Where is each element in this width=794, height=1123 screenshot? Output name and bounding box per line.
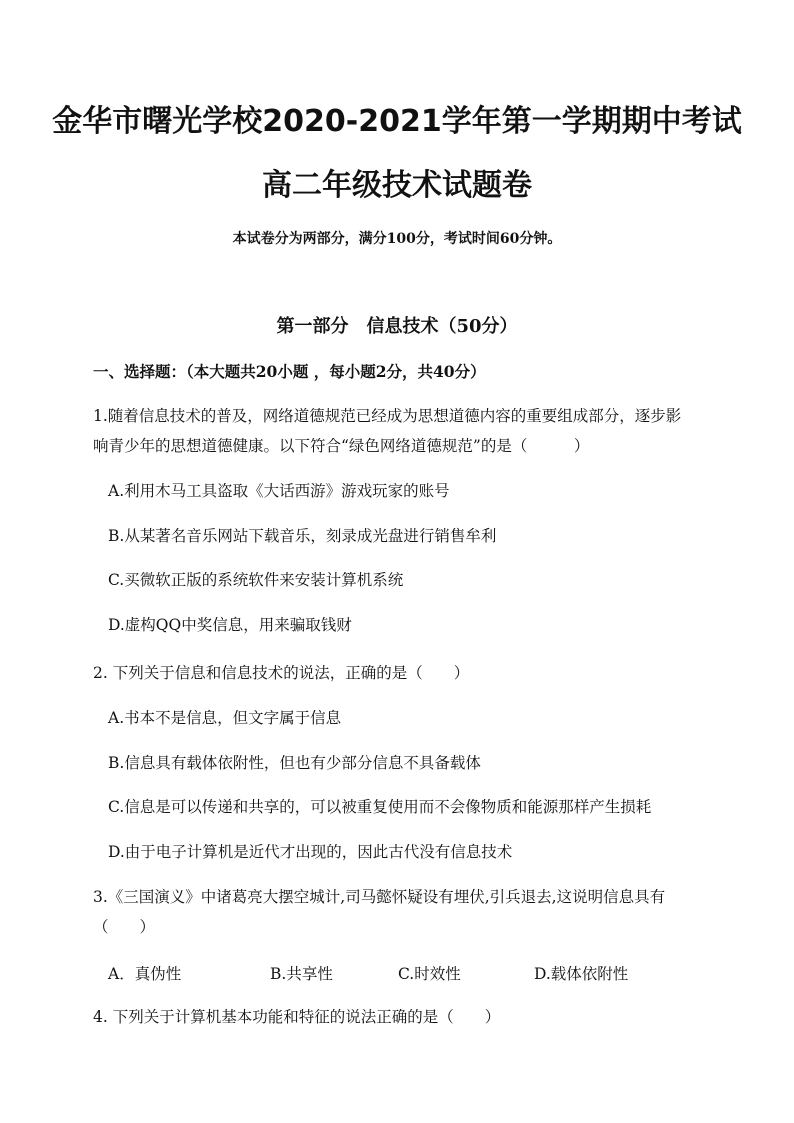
question-3-stem-line2: （ ） (93, 918, 156, 936)
question-1-stem-line2: 响青少年的思想道德健康。以下符合“绿色网络道德规范”的是（ ） (93, 437, 590, 455)
part-heading: 第一部分 信息技术（50分） (276, 316, 518, 337)
question-4-stem: 4. 下列关于计算机基本功能和特征的说法正确的是（ ） (93, 1008, 501, 1026)
question-2-option-d: D.由于电子计算机是近代才出现的，因此古代没有信息技术 (108, 843, 513, 861)
question-2-option-a: A.书本不是信息，但文字属于信息 (108, 709, 342, 727)
question-3-option-d: D.载体依附性 (534, 965, 629, 983)
section-heading: 一、选择题：（本大题共20小题 ，每小题2分，共40分） (93, 362, 486, 381)
question-3-option-a: A．真伪性 (108, 965, 182, 983)
question-1-option-a: A.利用木马工具盗取《大话西游》游戏玩家的账号 (108, 482, 450, 500)
question-1-option-d: D.虚构QQ中奖信息，用来骗取钱财 (108, 616, 352, 634)
question-3-options (108, 962, 708, 982)
question-2-option-c: C.信息是可以传递和共享的，可以被重复使用而不会像物质和能源那样产生损耗 (108, 798, 652, 816)
question-1-option-c: C.买微软正版的系统软件来安装计算机系统 (108, 571, 404, 589)
question-2-option-b: B.信息具有载体依附性，但也有少部分信息不具备载体 (108, 754, 481, 772)
exam-subtitle: 高二年级技术试题卷 (262, 168, 532, 203)
question-3-option-c: C.时效性 (398, 965, 461, 983)
question-1-option-b: B.从某著名音乐网站下载音乐，刻录成光盘进行销售牟利 (108, 527, 497, 545)
question-2-stem: 2. 下列关于信息和信息技术的说法，正确的是（ ） (93, 664, 470, 682)
question-3-stem-line1: 3.《三国演义》中诸葛亮大摆空城计,司马懿怀疑设有埋伏,引兵退去,这说明信息具有 (93, 888, 666, 906)
question-3-option-b: B.共享性 (270, 965, 333, 983)
exam-title: 金华市曙光学校2020-2021学年第一学期期中考试 (52, 104, 742, 139)
question-1-stem-line1: 1.随着信息技术的普及，网络道德规范已经成为思想道德内容的重要组成部分，逐步影 (93, 407, 682, 425)
exam-note: 本试卷分为两部分，满分100分，考试时间60分钟。 (232, 231, 562, 247)
